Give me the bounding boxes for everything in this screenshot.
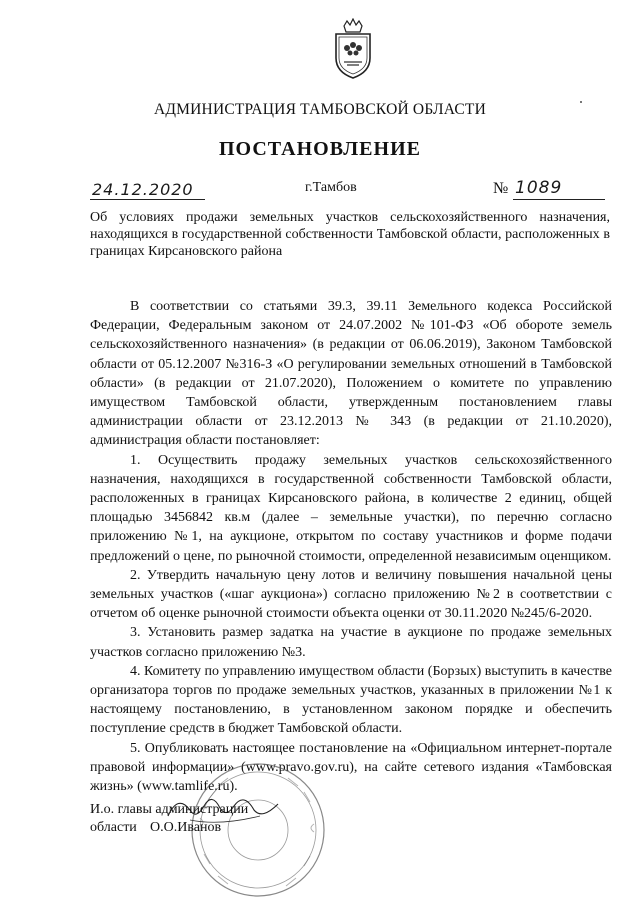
document-number: 1089 [515,178,563,198]
signatory-title: И.о. главы администрации [90,802,249,817]
signatory-region: области [90,820,137,835]
date-underline [90,199,205,200]
resolution-item: 4. Комитету по управлению имуществом области (Борзых) выступить в качестве организатора торгов по продаже земельных участков, указанных в приложении №1 к настоящему постановлению, в установленном законом порядке и обеспечить поступление средств в бюджет Тамбовской области. [90,663,612,737]
document-city: г.Тамбов [305,180,357,195]
number-underline [513,199,605,200]
signatory-name: О.О.Иванов [150,820,222,835]
resolution-item: 1. Осуществить продажу земельных участков сельскохозяйственного назначения, находящихся в государственной собственности Тамбовской области, расположенных в границах Кирсановского района, в количестве 2 единиц, общей площадью 3456842 кв.м (далее – земельные участки), по перечню согласно приложению №1, на аукционе, открытом по составу участников и форме подачи предложений о цене, по рыночной стоимости, определенной независимым оценщиком. [90,452,612,564]
resolution-item: 2. Утвердить начальную цену лотов и величину повышения начальной цены земельных участков («шаг аукциона») согласно приложению №2 в соответствии с отчетом об оценке рыночной стоимости объекта оценки от 30.11.2020 №245/6-2020. [90,567,612,622]
coat-of-arms-icon [330,18,376,84]
document-subject: Об условиях продажи земельных участков сельскохозяйственного назначения, находящихся в государственной собственности Тамбовской области, расположенных в границах Кирсановского района [90,210,610,259]
number-label: № [493,180,509,197]
organization-name: АДМИНИСТРАЦИЯ ТАМБОВСКОЙ ОБЛАСТИ [154,101,486,118]
signatory-title-line2 [90,819,248,837]
document-body [90,297,612,796]
preamble-paragraph: В соответствии со статьями 39.3, 39.11 Земельного кодекса Российской Федерации, Федеральным законом от 24.07.2002 №101-ФЗ «Об обороте земель сельскохозяйственного назначения» (в редакции от 06.06.2019), Законом Тамбовской области от 05.12.2007 №316-З «О регулировании земельных отношений в Тамбовской области» (в редакции от 21.07.2020), Положением о комитете по управлению имуществом Тамбовской области, утвержденным постановлением главы администрации области от 23.12.2013 № 343 (в редакции от 21.10.2020), администрация области постановляет: [90,299,612,449]
scan-mark [580,101,582,103]
resolution-item: 5. Опубликовать настоящее постановление на «Официальном интернет-портале правовой информации» (www.pravo.gov.ru), на сайте сетевого издания «Тамбовская жизнь» (www.tamlife.ru). [90,740,612,795]
document-type: ПОСТАНОВЛЕНИЕ [219,138,421,160]
resolution-item: 3. Установить размер задатка на участие в аукционе по продаже земельных участков согласно приложению №3. [90,625,612,660]
signature-block [90,801,248,837]
document-date: 24.12.2020 [92,180,194,199]
